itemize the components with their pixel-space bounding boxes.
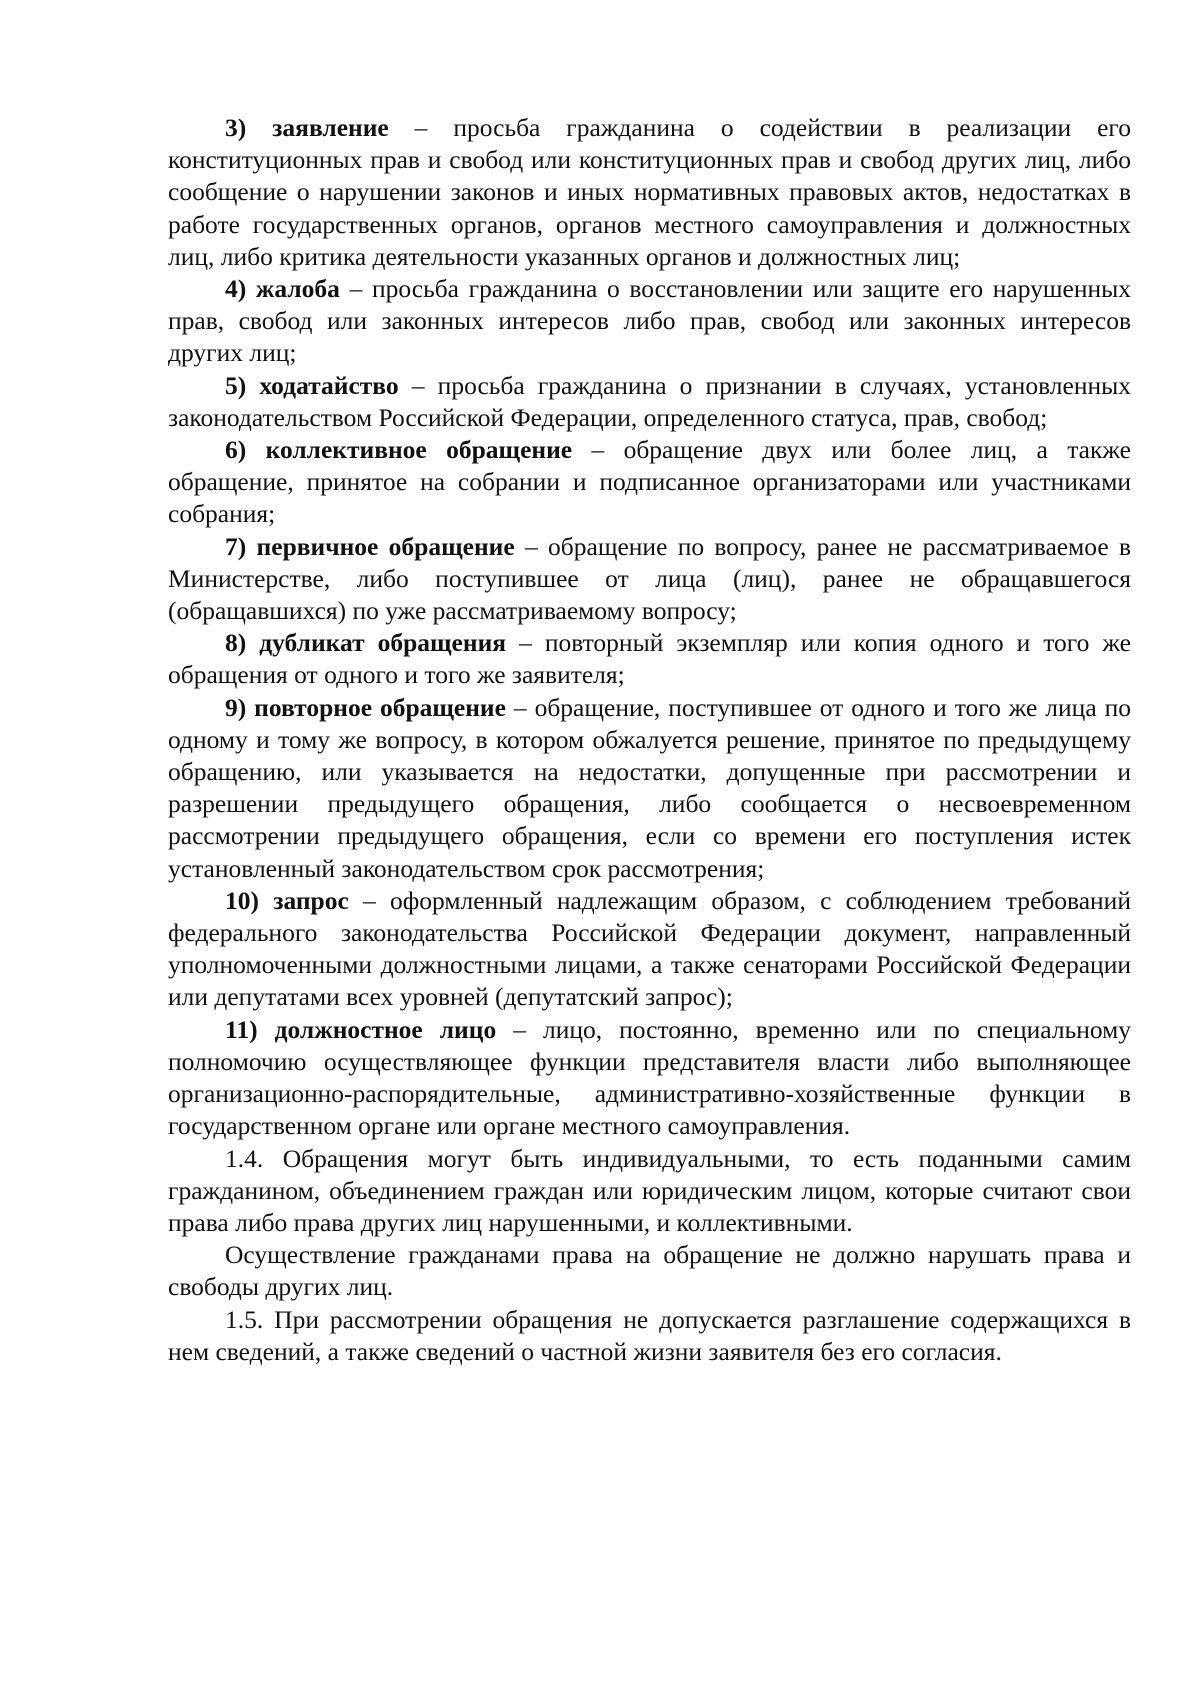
definition-term: 11) должностное лицо — [225, 1014, 497, 1044]
definition-term: 5) ходатайство — [225, 370, 399, 400]
definition-text: – повторный экземпляр или копия одного и того же обращения от одного и того же заявителя; — [168, 628, 1131, 690]
definition-text: – обращение по вопросу, ранее не рассматриваемое в Министерстве, либо поступившее от лица (лиц), ранее не обращавшегося (обращавшихся) по уже рассматриваемому вопросу; — [168, 531, 1131, 626]
definition-text: – просьба гражданина о восстановлении или защите его нарушенных прав, свобод или законных интересов либо прав, свобод или законных интересов других лиц; — [168, 274, 1132, 368]
definition-term: 6) коллективное обращение — [225, 435, 573, 465]
definition-term: 7) первичное обращение — [225, 531, 515, 561]
definition-item-9 — [168, 692, 1131, 885]
definition-text: – лицо, постоянно, временно или по специальному полномочию осуществляющее функции представителя власти либо выполняющее организационно-распорядительные, административно-хозяйственные функции в государственном органе или органе местного самоуправления. — [168, 1014, 1131, 1141]
definition-item-11 — [168, 1014, 1131, 1143]
definition-text: – обращение, поступившее от одного и того же лица по одному и тому же вопросу, в котором обжалуется решение, принятое по предыдущему обращению, или указывается на недостатки, допущенные при рассмотрении и разрешении предыдущего обращения, либо сообщается о несвоевременном рассмотрении предыдущего обращения, если со времени его поступления истек установленный законодательством срок рассмотрения; — [168, 692, 1131, 883]
definition-item-7 — [168, 531, 1131, 628]
definition-text: – просьба гражданина о содействии в реализации его конституционных прав и свобод или конституционных прав и свобод других лиц, либо сообщение о нарушении законов и иных нормативных правовых актов, недостатках в работе государственных органов, органов местного самоуправления и должностных лиц, либо критика деятельности указанных органов и должностных лиц; — [168, 113, 1131, 271]
definition-item-4 — [168, 273, 1131, 370]
definition-item-6 — [168, 434, 1131, 531]
definition-term: 4) жалоба — [225, 274, 340, 304]
definition-item-3 — [168, 112, 1131, 273]
definition-item-10 — [168, 885, 1131, 1014]
definition-term: 8) дубликат обращения — [225, 628, 507, 658]
definition-term: 9) повторное обращение — [225, 692, 506, 722]
definition-term: 10) запрос — [225, 885, 349, 915]
paragraph-1-5: 1.5. При рассмотрении обращения не допускается разглашение содержащихся в нем сведений, а также сведений о частной жизни заявителя без его согласия. — [168, 1304, 1131, 1366]
definition-text: – оформленный надлежащим образом, с соблюдением требований федерального законодательства Российской Федерации документ, направленный уполномоченными должностными лицами, а также сенаторами Российской Федерации или депутатами всех уровней (депутатский запрос); — [168, 885, 1131, 1012]
definition-term: 3) заявление — [225, 113, 389, 142]
definition-item-8 — [168, 627, 1131, 691]
definition-item-5 — [168, 370, 1131, 434]
definition-text: – просьба гражданина о признании в случаях, установленных законодательством Российской Федерации, определенного статуса, прав, свобод; — [168, 370, 1131, 432]
definition-text: – обращение двух или более лиц, а также обращение, принятое на собрании и подписанное организаторами или участниками собрания; — [168, 435, 1131, 529]
paragraph-1-4: 1.4. Обращения могут быть индивидуальными, то есть поданными самим гражданином, объединением граждан или юридическим лицом, которые считают свои права либо права других лиц нарушенными, и коллективными. — [168, 1143, 1131, 1237]
document-page — [168, 112, 1131, 1368]
paragraph-right-to-appeal: Осуществление гражданами права на обращение не должно нарушать права и свободы других лиц. — [168, 1240, 1131, 1302]
